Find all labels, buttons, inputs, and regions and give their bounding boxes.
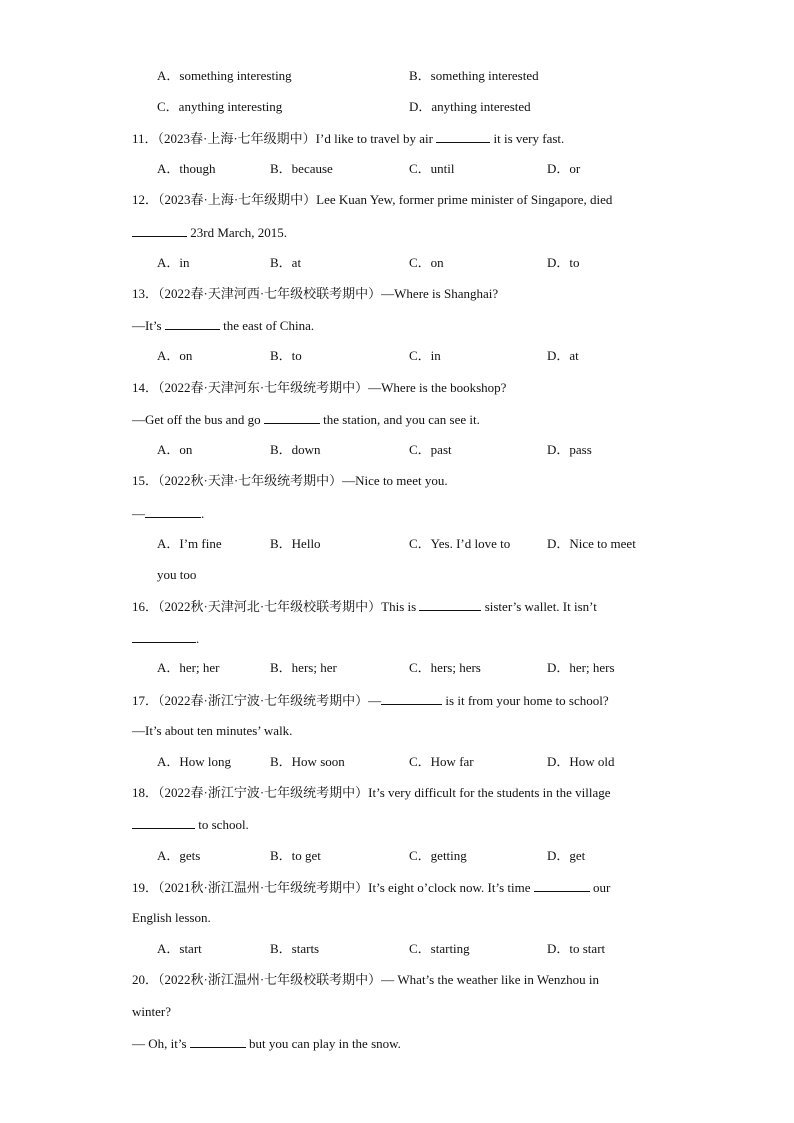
q12-option-b: B．at xyxy=(270,255,302,270)
q13-stem-line-2 xyxy=(132,317,314,334)
q12-answer-blank xyxy=(132,224,187,237)
q14-answer-blank xyxy=(264,411,320,424)
q17-stem-part-2: is it from your home to school? xyxy=(445,693,609,708)
q17-option-b: B．How soon xyxy=(270,754,345,769)
q13-stem-part-1: —It’s xyxy=(132,318,162,333)
q10-option-a: A．something interesting xyxy=(157,68,292,83)
q11-option-a: A．though xyxy=(157,161,216,176)
q16-stem-part-1: 16．（2022秋·天津河北·七年级校联考期中）This is xyxy=(132,599,417,614)
q14-stem-part-1: —Get off the bus and go xyxy=(132,412,261,427)
q13-stem-part-2: the east of China. xyxy=(223,318,315,333)
q20-stem-line-3 xyxy=(132,1035,401,1052)
q18-answer-blank xyxy=(132,816,195,829)
q18-stem: 18．（2022春·浙江宁波·七年级统考期中）It’s very difficult for the students in the village xyxy=(132,785,611,800)
q16-stem-part-3: . xyxy=(196,631,200,646)
q13-option-b: B．to xyxy=(270,348,302,363)
q12-option-c: C．on xyxy=(409,255,444,270)
q12-option-d: D．to xyxy=(547,255,580,270)
q19-options xyxy=(0,941,794,957)
q17-stem xyxy=(132,692,609,709)
q11-option-c: C．until xyxy=(409,161,455,176)
q16-stem xyxy=(132,598,597,615)
q10-option-c: C．anything interesting xyxy=(157,99,283,114)
q15-option-d-continuation: you too xyxy=(157,567,197,582)
q20-stem: 20．（2022秋·浙江温州·七年级校联考期中）— What’s the weather like in Wenzhou in xyxy=(132,972,600,987)
q11-option-b: B．because xyxy=(270,161,333,176)
q18-option-d: D．get xyxy=(547,848,586,863)
q14-option-c: C．past xyxy=(409,442,452,457)
q20-stem-part-1: — Oh, it’s xyxy=(132,1036,187,1051)
q18-stem-line-2 xyxy=(132,816,249,833)
q11-options xyxy=(0,161,794,177)
q17-answer-blank xyxy=(381,692,442,705)
q13-options xyxy=(0,348,794,364)
q19-option-a: A．start xyxy=(157,941,202,956)
q19-stem-part-2: our xyxy=(593,880,611,895)
q10-options-row-1 xyxy=(0,68,794,84)
q16-options xyxy=(0,660,794,676)
q19-option-d: D．to start xyxy=(547,941,606,956)
q11-answer-blank xyxy=(436,130,490,143)
q19-option-c: C．starting xyxy=(409,941,470,956)
q16-stem-part-2: sister’s wallet. It isn’t xyxy=(484,599,597,614)
q19-stem-part-1: 19．（2021秋·浙江温州·七年级统考期中）It’s eight o’clock now. It’s time xyxy=(132,880,531,895)
q19-stem-line-2: English lesson. xyxy=(132,910,211,925)
q14-option-b: B．down xyxy=(270,442,321,457)
q18-option-c: C．getting xyxy=(409,848,467,863)
q15-stem-line-2 xyxy=(132,505,204,522)
q15-options xyxy=(0,536,794,552)
q16-answer-blank-1 xyxy=(419,598,481,611)
q14-stem-line-2 xyxy=(132,411,480,428)
q16-stem-line-2 xyxy=(132,630,199,647)
q20-answer-blank xyxy=(190,1035,246,1048)
q18-options xyxy=(0,848,794,864)
q16-option-b: B．hers; her xyxy=(270,660,337,675)
q13-option-c: C．in xyxy=(409,348,441,363)
q16-option-a: A．her; her xyxy=(157,660,220,675)
q15-option-c: C．Yes. I’d love to xyxy=(409,536,511,551)
q14-stem-part-2: the station, and you can see it. xyxy=(323,412,480,427)
q12-stem: 12．（2023春·上海·七年级期中）Lee Kuan Yew, former prime minister of Singapore, died xyxy=(132,192,613,207)
q13-option-d: D．at xyxy=(547,348,579,363)
q14-stem: 14．（2022春·天津河东·七年级统考期中）—Where is the bookshop? xyxy=(132,380,507,395)
q10-option-d: D．anything interested xyxy=(409,99,531,114)
q15-stem-part-1: — xyxy=(132,506,145,521)
q20-stem-line-2: winter? xyxy=(132,1004,171,1019)
q17-stem-line-2: —It’s about ten minutes’ walk. xyxy=(132,723,293,738)
q17-options xyxy=(0,754,794,770)
q15-stem-part-2: . xyxy=(201,506,205,521)
q15-answer-blank xyxy=(145,505,201,518)
q15-option-a: A．I’m fine xyxy=(157,536,222,551)
q16-option-d: D．her; hers xyxy=(547,660,615,675)
q18-option-b: B．to get xyxy=(270,848,321,863)
q19-answer-blank xyxy=(534,879,590,892)
q14-option-d: D．pass xyxy=(547,442,592,457)
q15-option-b: B．Hello xyxy=(270,536,321,551)
q16-option-c: C．hers; hers xyxy=(409,660,481,675)
q13-answer-blank xyxy=(165,317,220,330)
q20-stem-part-2: but you can play in the snow. xyxy=(249,1036,401,1051)
q14-options xyxy=(0,442,794,458)
q12-option-a: A．in xyxy=(157,255,190,270)
q13-stem: 13．（2022春·天津河西·七年级校联考期中）—Where is Shanghai? xyxy=(132,286,499,301)
q11-stem-part-2: it is very fast. xyxy=(493,131,565,146)
q17-option-d: D．How old xyxy=(547,754,615,769)
q12-stem-line-2 xyxy=(132,224,287,241)
q17-option-c: C．How far xyxy=(409,754,474,769)
q15-option-d: D．Nice to meet xyxy=(547,536,636,551)
q14-option-a: A．on xyxy=(157,442,193,457)
q12-stem-part-2: 23rd March, 2015. xyxy=(190,225,288,240)
q10-options-row-2 xyxy=(0,99,794,115)
q15-stem: 15．（2022秋·天津·七年级统考期中）—Nice to meet you. xyxy=(132,473,448,488)
q17-stem-part-1: 17．（2022春·浙江宁波·七年级统考期中）— xyxy=(132,693,382,708)
q12-options xyxy=(0,255,794,271)
q16-answer-blank-2 xyxy=(132,630,196,643)
q18-stem-part-2: to school. xyxy=(198,817,249,832)
q19-option-b: B．starts xyxy=(270,941,320,956)
q11-stem-part-1: 11．（2023春·上海·七年级期中）I’d like to travel by air xyxy=(132,131,433,146)
q11-stem xyxy=(132,130,564,147)
q19-stem xyxy=(132,879,610,896)
q10-option-b: B．something interested xyxy=(409,68,539,83)
q11-option-d: D．or xyxy=(547,161,581,176)
q18-option-a: A．gets xyxy=(157,848,201,863)
q17-option-a: A．How long xyxy=(157,754,232,769)
q13-option-a: A．on xyxy=(157,348,193,363)
